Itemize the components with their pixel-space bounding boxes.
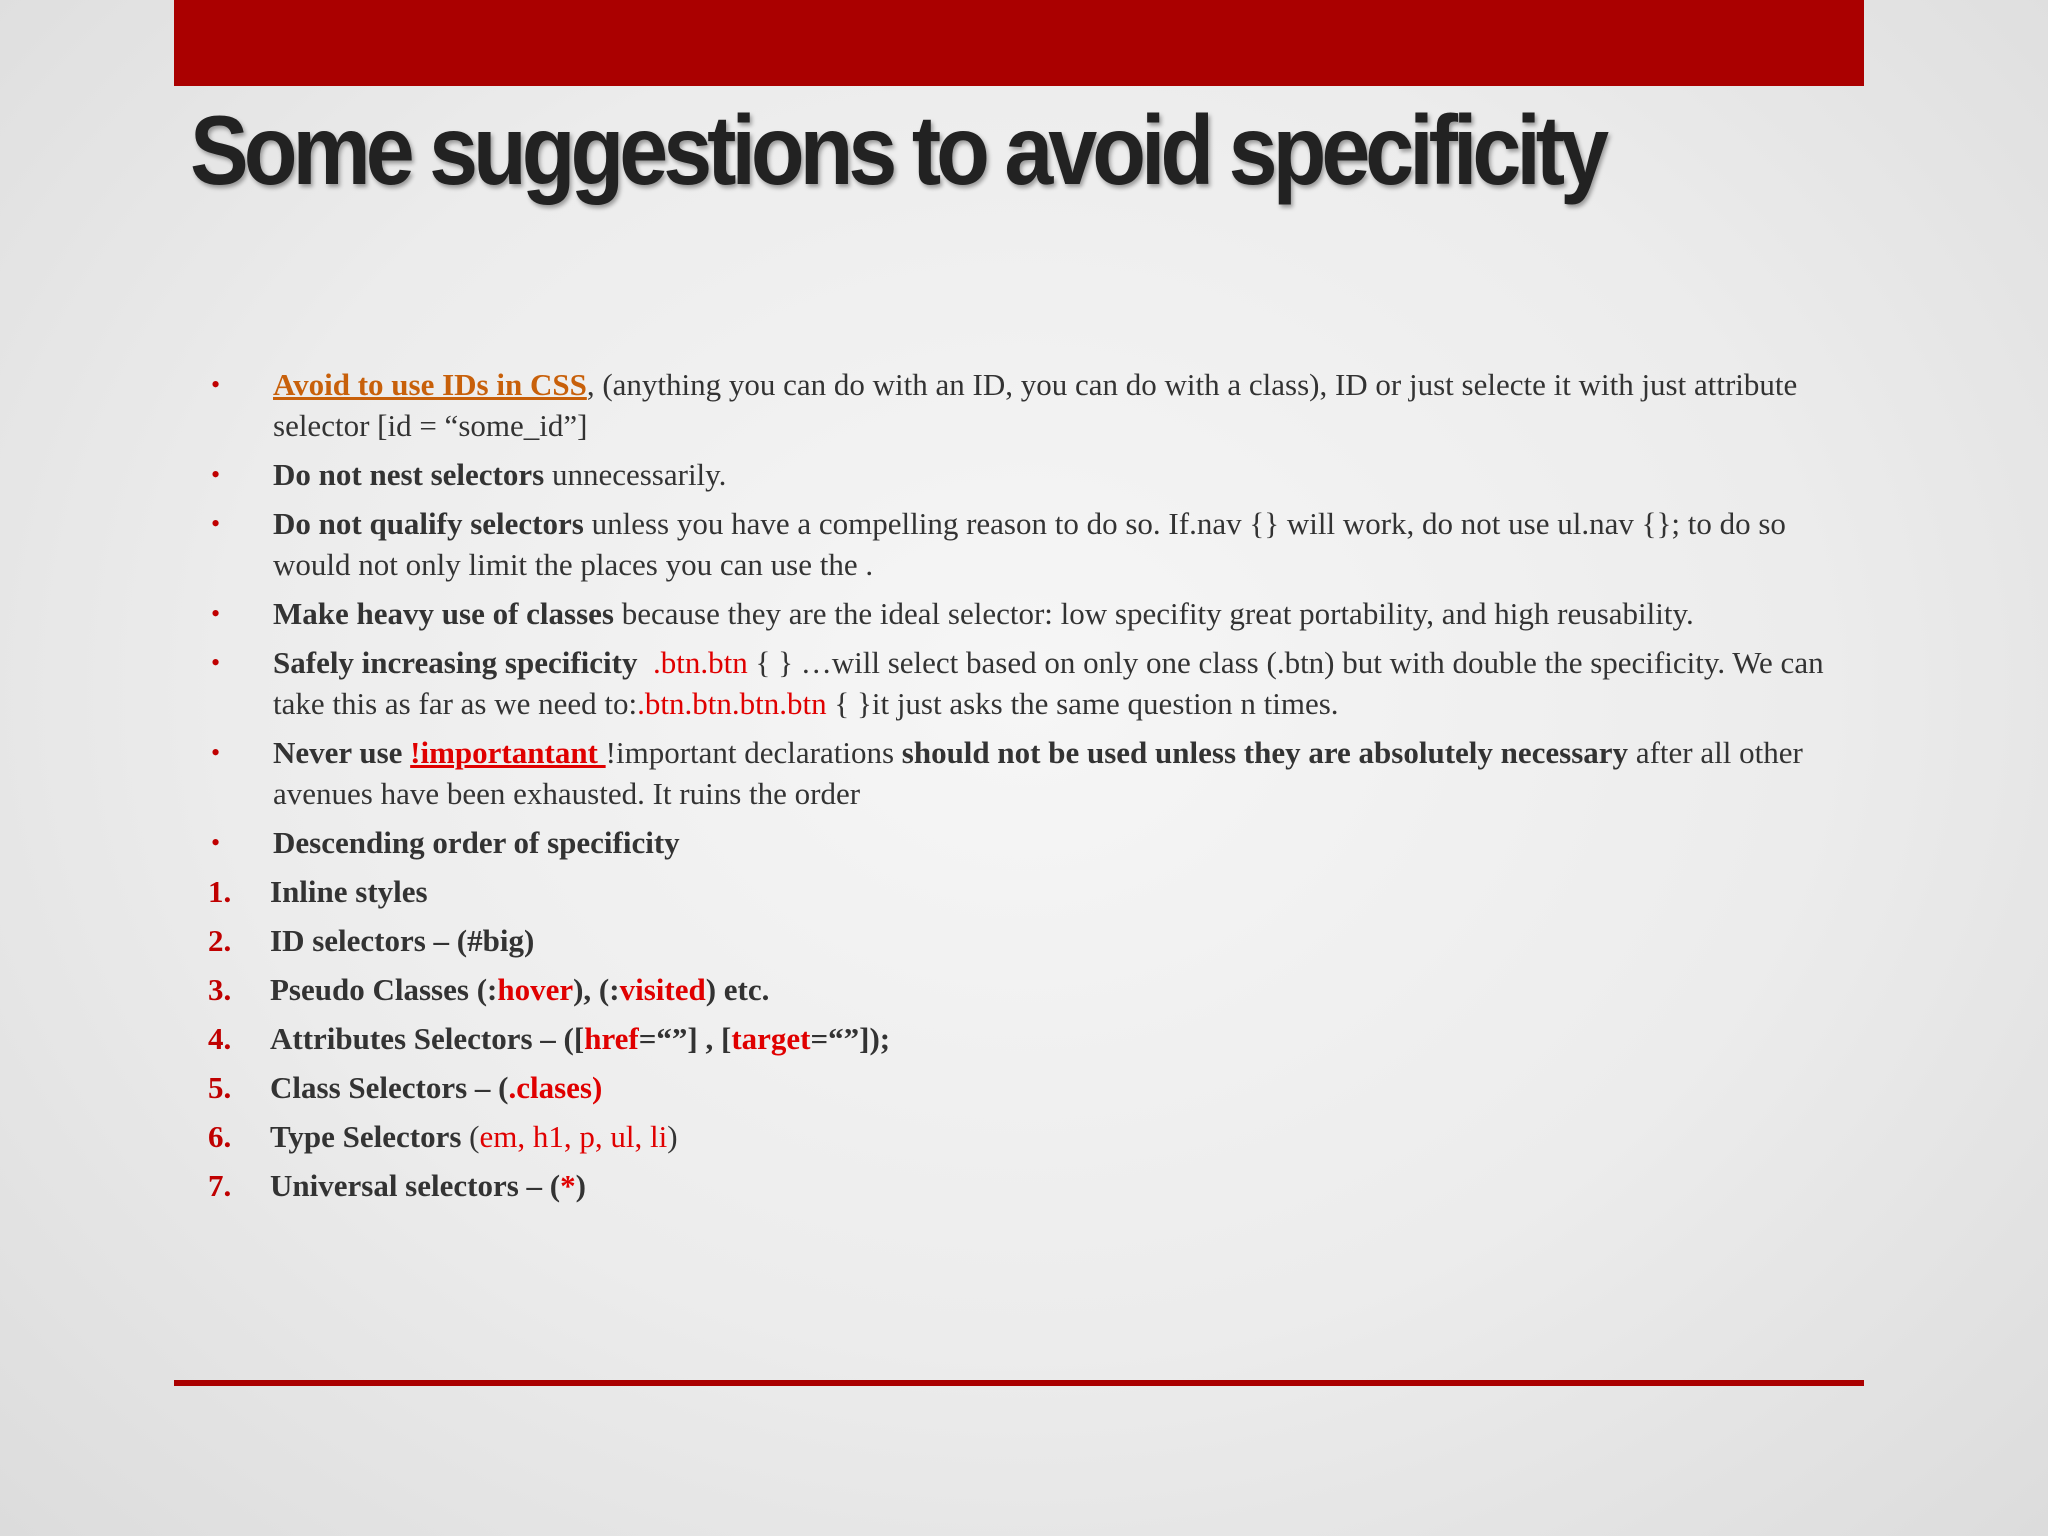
numbered-text bbox=[270, 1165, 1848, 1206]
numbered-text bbox=[270, 1116, 1848, 1157]
text-part: ), (: bbox=[573, 972, 620, 1007]
highlight-part: .clases) bbox=[508, 1070, 603, 1105]
numbered-text bbox=[270, 969, 1848, 1010]
bullet-lead: Make heavy use of classes bbox=[273, 596, 614, 631]
bullet-text bbox=[273, 454, 1848, 495]
item-number: 1. bbox=[208, 874, 232, 909]
text-part: =“”]); bbox=[810, 1021, 891, 1056]
bullet-lead: Never use bbox=[273, 735, 411, 770]
text-part: ( bbox=[461, 1119, 480, 1154]
text-part: =“”] , [ bbox=[638, 1021, 732, 1056]
bullet-text bbox=[273, 593, 1848, 634]
bullet-item bbox=[208, 454, 1848, 495]
top-accent-bar bbox=[174, 0, 1864, 86]
text-part: Type Selectors bbox=[270, 1119, 462, 1154]
item-number: 4. bbox=[208, 1021, 232, 1056]
bullet-item bbox=[208, 642, 1848, 724]
bullet-icon: • bbox=[211, 828, 221, 857]
bullet-lead: Do not nest selectors bbox=[273, 457, 545, 492]
numbered-text bbox=[270, 1018, 1848, 1059]
bullet-text: Descending order of specificity bbox=[273, 825, 680, 860]
bullet-body: unless you have a compelling reason to do so. If.nav {} will work, do not use ul.nav {}; to do so would not only limit the places you can use the . bbox=[273, 506, 1786, 582]
numbered-text bbox=[270, 1067, 1848, 1108]
numbered-text: Inline styles bbox=[270, 874, 428, 909]
bottom-divider bbox=[174, 1380, 1864, 1386]
item-number: 7. bbox=[208, 1168, 232, 1203]
bullet-body: after all other avenues have been exhausted. It ruins the order bbox=[273, 735, 1803, 811]
bullet-icon: • bbox=[211, 738, 221, 767]
item-number: 2. bbox=[208, 923, 232, 958]
item-number: 6. bbox=[208, 1119, 232, 1154]
highlight-part: href bbox=[584, 1021, 639, 1056]
bullet-item bbox=[208, 364, 1848, 446]
bullet-text bbox=[273, 364, 1848, 446]
highlight-part: target bbox=[731, 1021, 811, 1056]
highlight-part: hover bbox=[497, 972, 574, 1007]
numbered-item bbox=[208, 920, 1848, 961]
numbered-item bbox=[208, 1018, 1848, 1059]
bullet-body: { }it just asks the same question n times. bbox=[826, 686, 1339, 721]
text-part: ) bbox=[575, 1168, 586, 1203]
text-part: Pseudo Classes (: bbox=[270, 972, 498, 1007]
text-part: Attributes Selectors – ([ bbox=[270, 1021, 585, 1056]
bullet-lead: Do not qualify selectors bbox=[273, 506, 584, 541]
bullet-body: , (anything you can do with an ID, you can do with a class), ID or just selecte it with just attribute selector [id = “some_id”] bbox=[273, 367, 1798, 443]
slide-content bbox=[208, 364, 1848, 1214]
text-part: Universal selectors – ( bbox=[270, 1168, 561, 1203]
bullet-body: unnecessarily. bbox=[544, 457, 727, 492]
slide-title: Some suggestions to avoid specificity bbox=[190, 94, 1605, 206]
bullet-text bbox=[273, 642, 1848, 724]
bullet-icon: • bbox=[211, 648, 221, 677]
bullet-body: { } …will select based on only one class (.btn) but with double the specificity. We can take this as far as we need to: bbox=[273, 645, 1824, 721]
item-number: 5. bbox=[208, 1070, 232, 1105]
bullet-lead: Safely increasing specificity bbox=[273, 645, 638, 680]
numbered-text: ID selectors – (#big) bbox=[270, 923, 535, 958]
avoid-ids-link[interactable]: Avoid to use IDs in CSS bbox=[273, 367, 587, 402]
important-link[interactable]: !importantant bbox=[410, 735, 606, 770]
bullet-icon: • bbox=[211, 599, 221, 628]
code-snippet: .btn.btn bbox=[653, 645, 748, 680]
highlight-part: visited bbox=[619, 972, 706, 1007]
highlight-part: * bbox=[560, 1168, 576, 1203]
item-number: 3. bbox=[208, 972, 232, 1007]
text-part: Class Selectors – ( bbox=[270, 1070, 509, 1105]
numbered-item bbox=[208, 871, 1848, 912]
bullet-item bbox=[208, 822, 1848, 863]
bullet-body: !important declarations bbox=[605, 735, 902, 770]
numbered-item bbox=[208, 969, 1848, 1010]
bullet-icon: • bbox=[211, 509, 221, 538]
code-snippet: .btn.btn.btn.btn bbox=[637, 686, 827, 721]
numbered-item bbox=[208, 1067, 1848, 1108]
numbered-item bbox=[208, 1165, 1848, 1206]
bullet-item bbox=[208, 732, 1848, 814]
text-part: ) etc. bbox=[705, 972, 770, 1007]
bullet-item bbox=[208, 503, 1848, 585]
bullet-icon: • bbox=[211, 370, 221, 399]
bullet-emphasis: should not be used unless they are absolutely necessary bbox=[901, 735, 1629, 770]
bullet-icon: • bbox=[211, 460, 221, 489]
highlight-part: em, h1, p, ul, li bbox=[479, 1119, 668, 1154]
bullet-text bbox=[273, 503, 1848, 585]
bullet-body: because they are the ideal selector: low specifity great portability, and high reusability. bbox=[613, 596, 1694, 631]
numbered-item bbox=[208, 1116, 1848, 1157]
bullet-text bbox=[273, 732, 1848, 814]
text-part: ) bbox=[667, 1119, 678, 1154]
bullet-item bbox=[208, 593, 1848, 634]
